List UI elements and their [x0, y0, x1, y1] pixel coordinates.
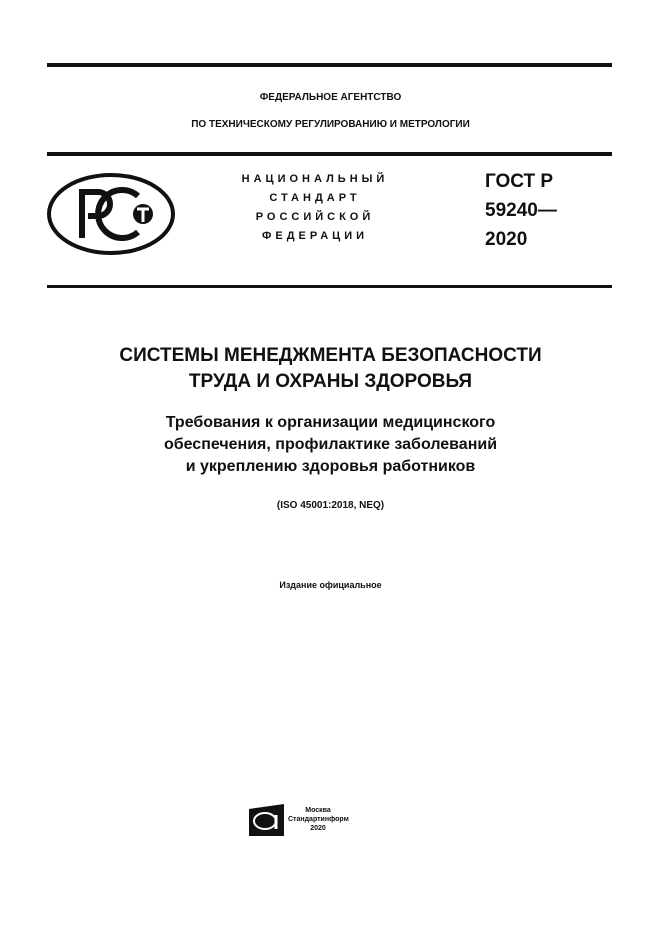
document-title — [0, 343, 661, 395]
standard-type-line: НАЦИОНАЛЬНЫЙ — [241, 173, 389, 185]
publisher-year: 2020 — [310, 825, 326, 832]
standard-type-line: ФЕДЕРАЦИИ — [261, 230, 369, 242]
gost-r-logo-icon — [46, 172, 176, 256]
header-rule — [47, 152, 612, 156]
divider-rule — [47, 285, 612, 288]
title-line: СИСТЕМЫ МЕНЕДЖМЕНТА БЕЗОПАСНОСТИ — [119, 345, 542, 366]
subtitle-line: и укреплению здоровья работников — [185, 458, 476, 475]
standard-type-line: СТАНДАРТ — [269, 192, 361, 204]
designation-line: 59240— — [485, 200, 557, 221]
standard-type-line: РОССИЙСКОЙ — [255, 211, 375, 223]
designation-line: ГОСТ Р — [485, 171, 554, 192]
agency-line-1: ФЕДЕРАЛЬНОЕ АГЕНТСТВО — [259, 92, 402, 103]
subtitle-line: обеспечения, профилактике заболеваний — [163, 436, 498, 453]
document-subtitle — [0, 412, 661, 478]
subtitle-line: Требования к организации медицинского — [165, 414, 496, 431]
standard-designation — [485, 167, 557, 254]
title-line: ТРУДА И ОХРАНЫ ЗДОРОВЬЯ — [188, 371, 473, 392]
edition-note: Издание официальное — [279, 580, 382, 590]
standard-type — [200, 170, 430, 246]
publisher-city: Москва — [305, 807, 331, 814]
iso-reference: (ISO 45001:2018, NEQ) — [276, 500, 385, 511]
publisher-info — [288, 806, 348, 833]
top-rule — [47, 63, 612, 67]
standartinform-logo-icon — [248, 803, 286, 837]
designation-line: 2020 — [485, 229, 528, 250]
publisher-name: Стандартинформ — [288, 816, 349, 823]
agency-line-2: ПО ТЕХНИЧЕСКОМУ РЕГУЛИРОВАНИЮ И МЕТРОЛОГИИ — [191, 119, 470, 130]
